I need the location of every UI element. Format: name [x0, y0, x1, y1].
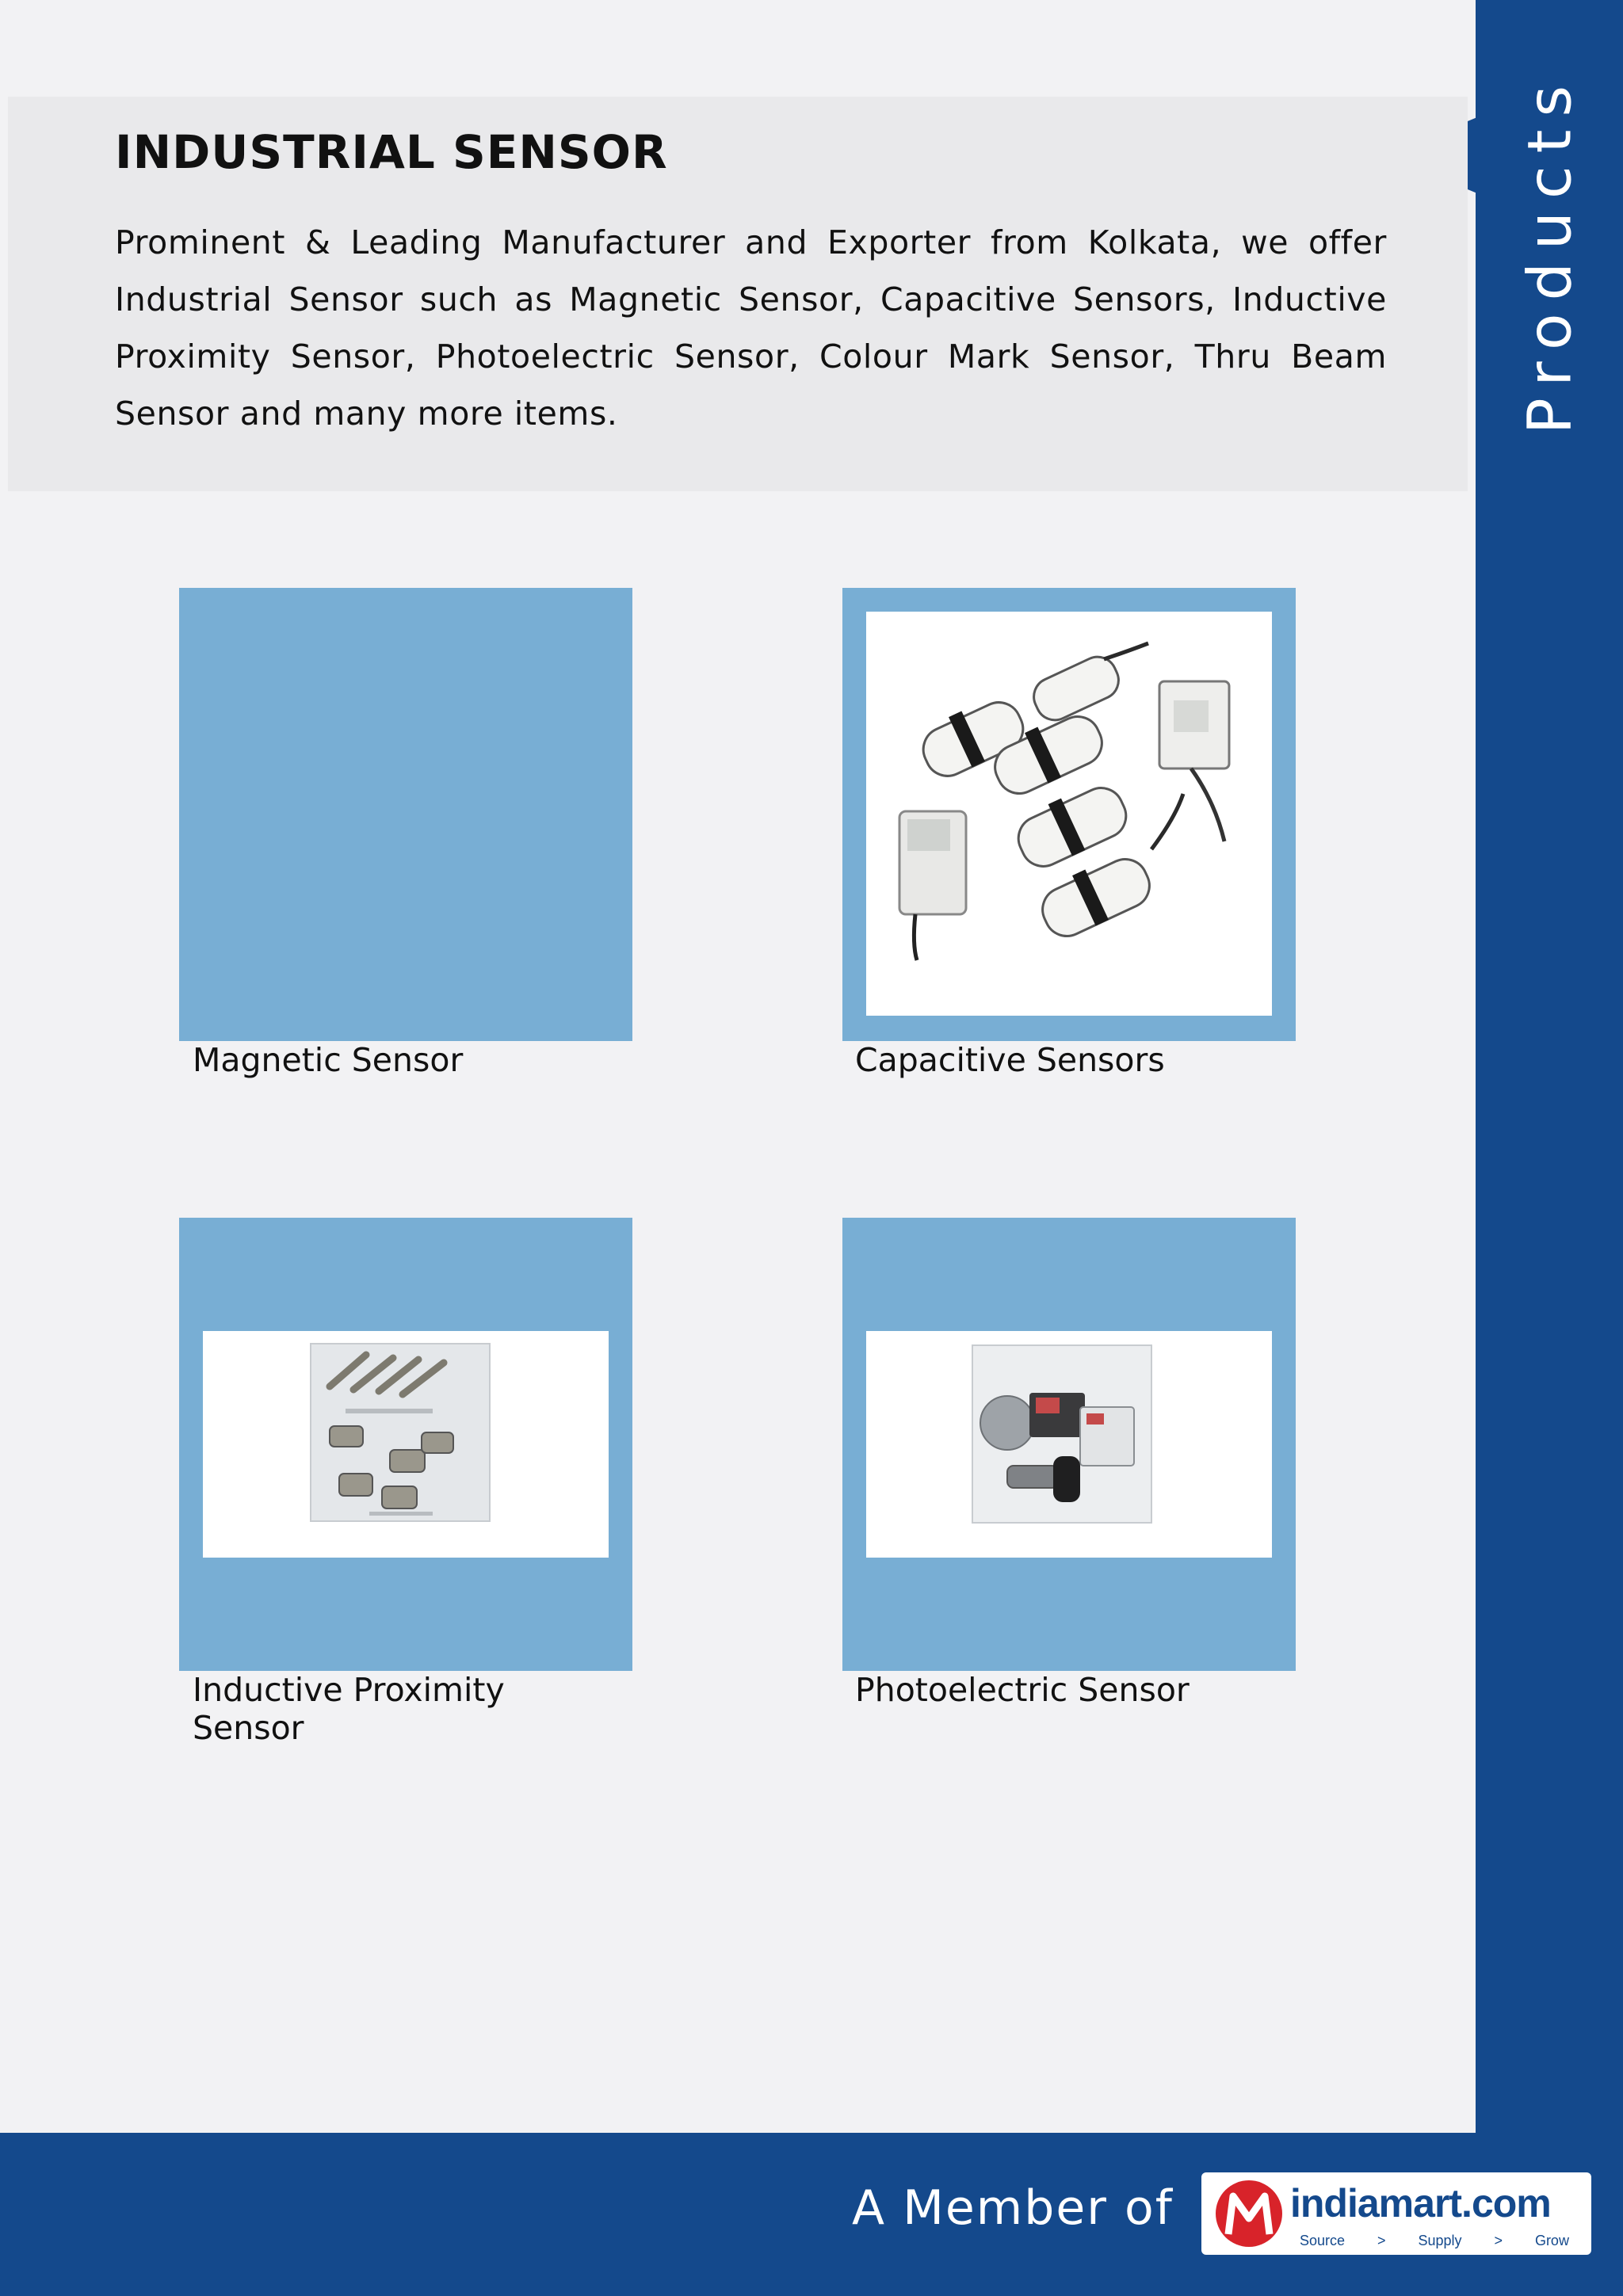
indiamart-logo-text: indiamart.com: [1290, 2181, 1551, 2225]
sidebar-products-label: Products: [1514, 72, 1585, 435]
product-caption-inductive-proximity-sensor[interactable]: Inductive Proximity Sensor: [193, 1671, 505, 1747]
tagline-sep-1: >: [1377, 2233, 1386, 2248]
product-image-capacitive-sensors: [866, 612, 1272, 1016]
product-image-inductive-proximity-sensor: [203, 1331, 609, 1558]
tagline-grow: Grow: [1534, 2233, 1569, 2248]
capacitive-sensors-illustration: [866, 612, 1272, 1016]
tagline-source: Source: [1300, 2233, 1346, 2248]
product-image-photoelectric-sensor: [866, 1331, 1272, 1558]
product-card-photoelectric-sensor[interactable]: [842, 1218, 1296, 1671]
product-card-magnetic-sensor[interactable]: [179, 588, 632, 1041]
tagline-sep-2: >: [1494, 2233, 1503, 2248]
page-description: Prominent & Leading Manufacturer and Exporter from Kolkata, we offer Industrial Sensor such as Magnetic Sensor, Capacitive Sensors, Inductive Proximity Sensor, Photoelectric Sensor, Colour Mark Sensor, Thru Beam Sensor and many more items.: [115, 223, 1387, 433]
product-card-inductive-proximity-sensor[interactable]: [179, 1218, 632, 1671]
tagline-supply: Supply: [1418, 2233, 1462, 2248]
product-caption-photoelectric-sensor[interactable]: Photoelectric Sensor: [855, 1671, 1190, 1709]
footer-member-text: A Member of: [852, 2180, 1174, 2236]
page-title: INDUSTRIAL SENSOR: [115, 125, 668, 179]
inductive-sensors-illustration: [203, 1331, 609, 1558]
indiamart-tagline: [1300, 2233, 1569, 2249]
product-card-capacitive-sensors[interactable]: [842, 588, 1296, 1041]
product-caption-magnetic-sensor[interactable]: Magnetic Sensor: [193, 1041, 464, 1079]
product-caption-capacitive-sensors[interactable]: Capacitive Sensors: [855, 1041, 1165, 1079]
photoelectric-sensors-illustration: [866, 1331, 1272, 1558]
